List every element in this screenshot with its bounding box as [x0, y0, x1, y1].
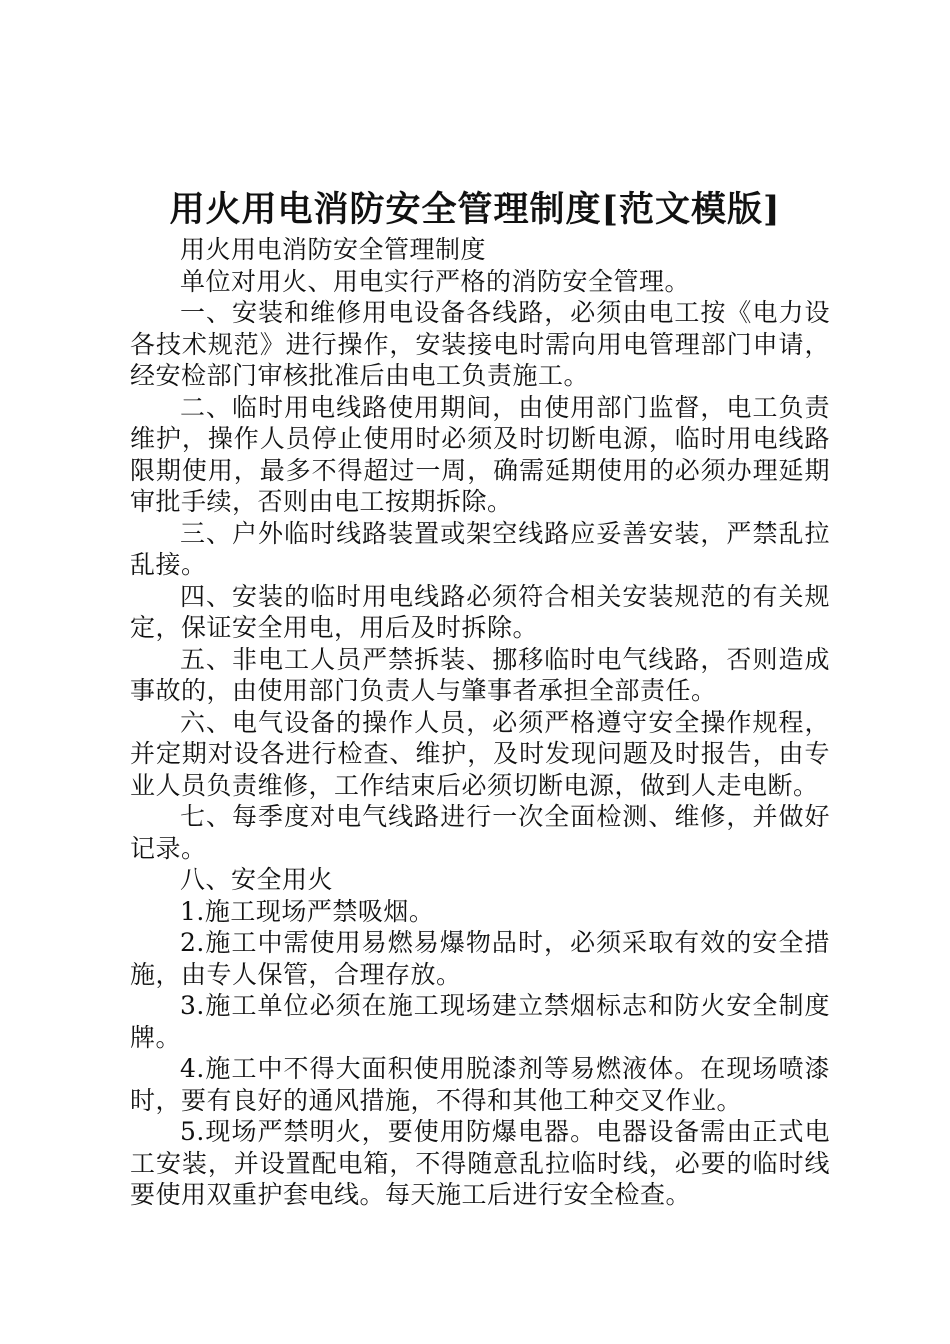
paragraph-fire-item-3: 3.施工单位必须在施工现场建立禁烟标志和防火安全制度牌。: [130, 991, 830, 1052]
document-title: 用火用电消防安全管理制度[范文模版]: [169, 189, 781, 230]
paragraph-subtitle: 用火用电消防安全管理制度: [180, 235, 487, 264]
paragraph-fire-item-2: 2.施工中需使用易燃易爆物品时，必须采取有效的安全措施，由专人保管，合理存放。: [130, 928, 830, 989]
paragraph-rule-2: 二、临时用电线路使用期间，由使用部门监督，电工负责维护，操作人员停止使用时必须及时切断电源，临时用电线路限期使用，最多不得超过一周，确需延期使用的必须办理延期审批手续，否则由电工按期拆除。: [130, 392, 830, 516]
paragraph-fire-item-4: 4.施工中不得大面积使用脱漆剂等易燃液体。在现场喷漆时，要有良好的通风措施，不得和其他工种交叉作业。: [130, 1054, 830, 1115]
paragraph-fire-item-5: 5.现场严禁明火，要使用防爆电器。电器设备需由正式电工安装，并设置配电箱，不得随意乱拉临时线，必要的临时线要使用双重护套电线。每天施工后进行安全检查。: [130, 1117, 830, 1209]
paragraph-rule-7: 七、每季度对电气线路进行一次全面检测、维修，并做好记录。: [130, 802, 830, 863]
paragraph-intro: 单位对用火、用电实行严格的消防安全管理。: [180, 266, 691, 296]
paragraph-rule-4: 四、安装的临时用电线路必须符合相关安装规范的有关规定，保证安全用电，用后及时拆除。: [130, 581, 830, 642]
paragraph-rule-8-heading: 八、安全用火: [180, 865, 334, 894]
paragraph-rule-5: 五、非电工人员严禁拆装、挪移临时电气线路，否则造成事故的，由使用部门负责人与肇事者承担全部责任。: [130, 644, 830, 705]
paragraph-rule-6: 六、电气设备的操作人员，必须严格遵守安全操作规程，并定期对设各进行检查、维护，及时发现问题及时报告，由专业人员负责维修，工作结束后必须切断电源，做到人走电断。: [130, 707, 830, 800]
document-body: [130, 234, 830, 1211]
paragraph-fire-item-1: 1.施工现场严禁吸烟。: [180, 896, 435, 926]
paragraph-rule-1: 一、安装和维修用电设备各线路，必须由电工按《电力设各技术规范》进行操作，安装接电时需向用电管理部门申请，经安检部门审核批准后由电工负责施工。: [130, 298, 830, 390]
paragraph-rule-3: 三、户外临时线路装置或架空线路应妥善安装，严禁乱拉乱接。: [130, 518, 830, 579]
